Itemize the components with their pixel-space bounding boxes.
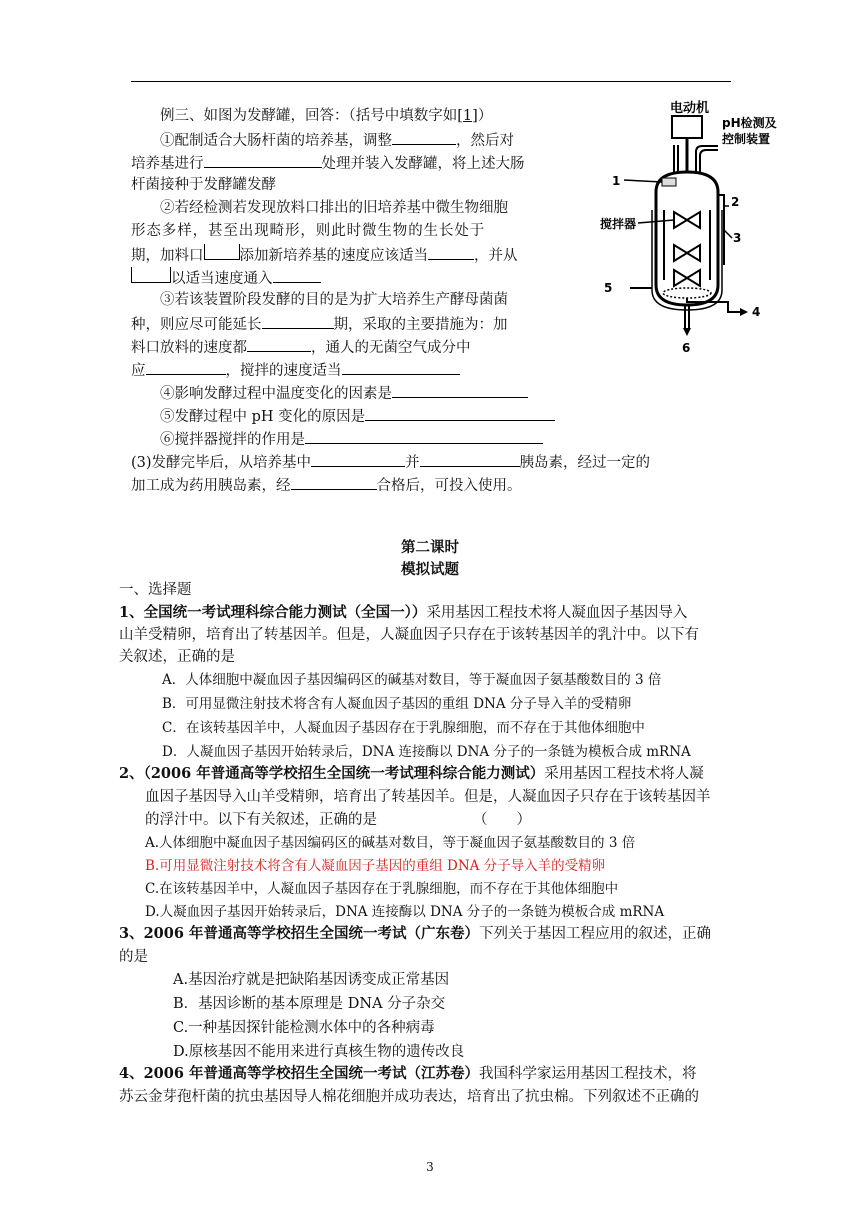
q3-option-a[interactable]: A.基因治疗就是把缺陷基因诱变成正常基因 xyxy=(173,972,450,988)
fermenter-diagram xyxy=(600,100,782,358)
question-1-line2: 山羊受精卵，培育出了转基因羊。但是，人凝血因子只存在于该转基因羊的乳汁中。以下有 xyxy=(119,627,699,643)
question-1-line1: 1、全国统一考试理科综合能力测试（全国一））采用基因工程技术将人凝血因子基因导入 xyxy=(119,604,688,621)
answer-blank[interactable] xyxy=(273,267,321,283)
question-3-line2: 的是 xyxy=(119,949,148,965)
question-2-line2: 血因子基因导入山羊受精卵，培育出了转基因羊。但是，人凝血因子只存在于该转基因羊 xyxy=(145,789,711,805)
bracket-blank[interactable] xyxy=(131,267,171,283)
q1-option-c[interactable]: C．在该转基因羊中，人凝血因子基因存在于乳腺细胞，而不存在于其他体细胞中 xyxy=(162,720,645,736)
q7-line2: 加工成为药用胰岛素，经 合格后，可投入使用。 xyxy=(131,474,522,496)
page-number: 3 xyxy=(426,1160,434,1174)
ph-label-1: pH检测及 xyxy=(722,116,777,130)
answer-paren[interactable]: （ ） xyxy=(473,812,531,828)
q2-option-d[interactable]: D.人凝血因子基因开始转录后，DNA 连接酶以 DNA 分子的一条链为模板合成 mRNA xyxy=(145,904,665,920)
answer-blank[interactable] xyxy=(365,405,555,421)
answer-blank[interactable] xyxy=(247,336,311,352)
example3-intro: 例三、如图为发酵罐，回答：（括号中填数字如[1]） xyxy=(160,108,493,124)
q3-option-d[interactable]: D.原核基因不能用来进行真核生物的遗传改良 xyxy=(173,1044,465,1060)
lesson-subtitle: 模拟试题 xyxy=(401,561,459,578)
q7-line1: (3)发酵完毕后，从培养基中 并 胰岛素，经过一定的 xyxy=(131,451,650,473)
answer-blank[interactable] xyxy=(262,313,334,329)
label-6: 6 xyxy=(682,341,691,355)
q2-option-b[interactable]: B.可用显微注射技术将含有人凝血因子基因的重组 DNA 分子导入羊的受精卵 xyxy=(145,858,606,874)
question-1-line3: 关叙述，正确的是 xyxy=(119,649,235,665)
q3-line4: 应 ，搅拌的速度适当 xyxy=(131,359,460,381)
label-5: 5 xyxy=(604,281,613,295)
answer-blank[interactable] xyxy=(392,129,456,145)
section-heading: 一、选择题 xyxy=(119,582,192,598)
ph-label-2: 控制装置 xyxy=(722,132,771,146)
q2-option-a[interactable]: A.人体细胞中凝血因子基因编码区的碱基对数目，等于凝血因子氨基酸数目的 3 倍 xyxy=(145,835,636,851)
label-2: 2 xyxy=(731,195,740,209)
q1-option-a[interactable]: A．人体细胞中凝血因子基因编码区的碱基对数目，等于凝血因子氨基酸数目的 3 倍 xyxy=(162,672,662,688)
q2-line4: 以适当速度通入 xyxy=(131,267,321,289)
motor-label: 电动机 xyxy=(670,101,710,116)
question-4-line2: 苏云金芽孢杆菌的抗虫基因导人棉花细胞并成功表达，培育出了抗虫棉。下列叙述不正确的 xyxy=(119,1089,699,1105)
q2-option-c[interactable]: C.在该转基因羊中，人凝血因子基因存在于乳腺细胞，而不存在于其他体细胞中 xyxy=(145,881,619,897)
label-4: 4 xyxy=(752,305,761,319)
lesson-title: 第二课时 xyxy=(401,539,459,556)
q3-option-c[interactable]: C.一种基因探针能检测水体中的各种病毒 xyxy=(173,1020,435,1036)
label-3: 3 xyxy=(733,231,742,245)
bracket-blank[interactable] xyxy=(204,244,240,260)
header-rule xyxy=(131,81,731,82)
question-2-line1: 2、（2006 年普通高等学校招生全国统一考试理科综合能力测试）采用基因工程技术将人凝 xyxy=(119,765,704,782)
answer-blank[interactable] xyxy=(311,451,405,467)
answer-blank[interactable] xyxy=(420,451,520,467)
bracket-example: [1] xyxy=(457,108,478,124)
q4-line: ④影响发酵过程中温度变化的因素是 xyxy=(160,382,528,404)
q1-line1: ①配制适合大肠杆菌的培养基，调整 ，然后对 xyxy=(160,129,514,151)
answer-blank[interactable] xyxy=(392,382,528,398)
answer-blank[interactable] xyxy=(305,428,543,444)
label-1: 1 xyxy=(612,174,621,188)
question-4-line1: 4、2006 年普通高等学校招生全国统一考试（江苏卷）我国科学家运用基因工程技术，将 xyxy=(119,1065,697,1082)
q1-option-b[interactable]: B．可用显微注射技术将含有人凝血因子基因的重组 DNA 分子导入羊的受精卵 xyxy=(162,696,632,712)
answer-blank[interactable] xyxy=(342,359,460,375)
answer-blank[interactable] xyxy=(146,359,226,375)
q1-line3: 杆菌接种于发酵罐发酵 xyxy=(131,177,276,193)
q2-line1: ②若经检测若发现放料口排出的旧培养基中微生物细胞 xyxy=(160,200,508,216)
q1-line2: 培养基进行 处理并装入发酵罐，将上述大肠 xyxy=(131,152,525,174)
stirrer-label: 搅拌器 xyxy=(600,217,637,231)
answer-blank[interactable] xyxy=(291,474,377,490)
q5-line: ⑤发酵过程中 pH 变化的原因是 xyxy=(160,405,555,427)
answer-blank[interactable] xyxy=(204,152,322,168)
q1-option-d[interactable]: D．人凝血因子基因开始转录后，DNA 连接酶以 DNA 分子的一条链为模板合成 mRNA xyxy=(162,744,691,760)
q2-line2: 形态多样，甚至出现畸形，则此时微生物的生长处于 xyxy=(131,223,486,239)
question-2-line3: 的浮汁中。以下有关叙述，正确的是 （ ） xyxy=(145,812,531,828)
q3-line3: 料口放料的速度都 ，通人的无菌空气成分中 xyxy=(131,336,471,358)
q3-line2: 种，则应尽可能延长 期，采取的主要措施为：加 xyxy=(131,313,508,335)
question-3-line1: 3、2006 年普通高等学校招生全国统一考试（广东卷）下列关于基因工程应用的叙述，正确 xyxy=(119,925,711,942)
q2-line3: 期，加料口 添加新培养基的速度应该适当 ，并从 xyxy=(131,244,518,266)
answer-blank[interactable] xyxy=(428,244,474,260)
q6-line: ⑥搅拌器搅拌的作用是 xyxy=(160,428,543,450)
q3-option-b[interactable]: B．基因诊断的基本原理是 DNA 分子杂交 xyxy=(173,996,446,1012)
q3-line1: ③若该装置阶段发酵的目的是为扩大培养生产酵母菌菌 xyxy=(160,292,508,308)
